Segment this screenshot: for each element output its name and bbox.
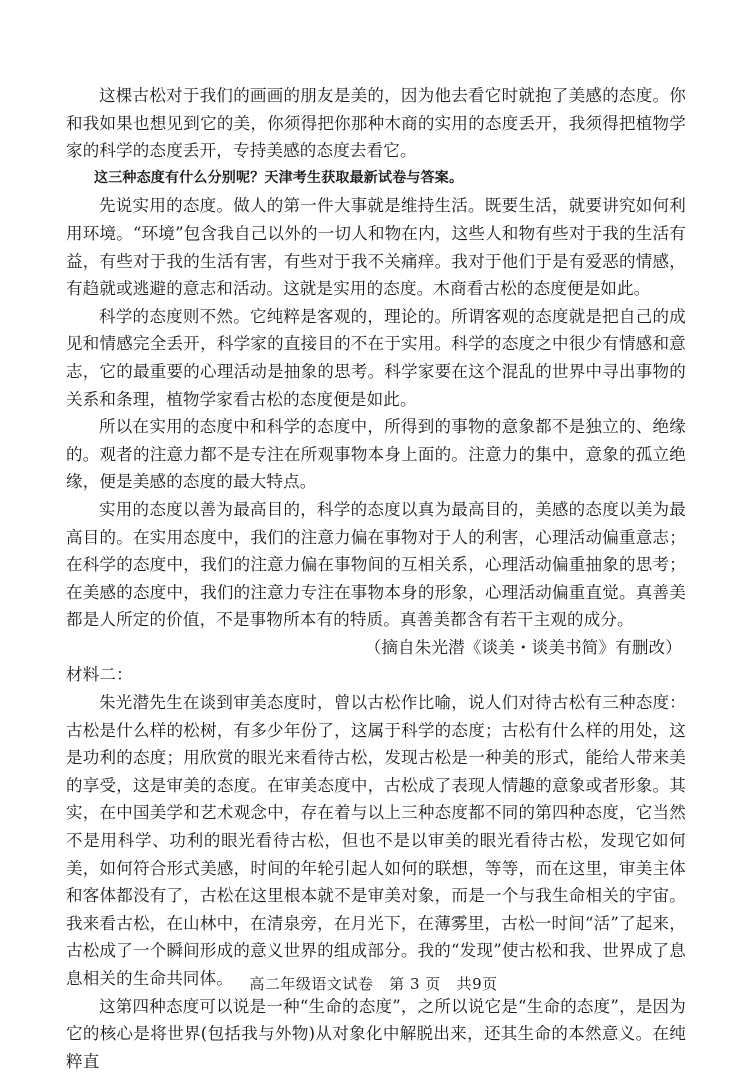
paragraph-5-aesthetic-feature: 所以在实用的态度中和科学的态度中，所得到的事物的意象都不是独立的、绝缘的。观者的注意力都不是专注在所观事物本身上面的。注意力的集中，意象的孤立绝缘，便是美感的态度的最大特点。: [66, 417, 686, 492]
paragraph-1: 这棵古松对于我们的画画的朋友是美的，因为他去看它时就抱了美感的态度。你和我如果也想见到它的美，你须得把你那种木商的实用的态度丢开，我须得把植物学家的科学的态度丢开，专持美感的态度去看它。: [66, 86, 686, 161]
paragraph-4-scientific-attitude: 科学的态度则不然。它纯粹是客观的，理论的。所谓客观的态度就是把自己的成见和情感完全丢开，科学家的直接目的不在于实用。科学的态度之中很少有情感和意志，它的最重要的心理活动是抽象的思考。科学家要在这个混乱的世界中寻出事物的关系和条理，植物学家看古松的态度便是如此。: [66, 306, 686, 409]
section-2-paragraph-2: 这第四种态度可以说是一种“生命的态度”，之所以说它是“生命的态度”，是因为它的核心是将世界(包括我与外物)从对象化中解脱出来，还其生命的本然意义。在纯粹直: [66, 996, 686, 1071]
section-2-heading: 材料二：: [66, 665, 133, 685]
paragraph-6-truth-good-beauty: 实用的态度以善为最高目的，科学的态度以真为最高目的，美感的态度以美为最高目的。在实用态度中，我们的注意力偏在事物对于人的利害，心理活动偏重意志；在科学的态度中，我们的注意力偏在事物间的互相关系，心理活动偏重抽象的思考；在美感的态度中，我们的注意力专注在事物本身的形象，心理活动偏重直觉。真善美都是人所定的价值，不是事物所本有的特质。真善美都含有若干主观的成分。: [66, 499, 686, 630]
section-2-paragraph-1: 朱光潜先生在谈到审美态度时，曾以古松作比喻，说人们对待古松有三种态度：古松是什么样的松树，有多少年份了，这属于科学的态度；古松有什么样的用处，这是功利的态度；用欣赏的眼光来看待古松，发现古松是一种美的形式，能给人带来美的享受，这是审美的态度。在审美态度中，古松成了表现人情趣的意象或者形象。其实，在中国美学和艺术观念中，存在着与以上三种态度都不同的第四种态度，它当然不是用科学、功利的眼光看待古松，但也不是以审美的眼光看待古松，发现它如何美，如何符合形式美感，时间的年轮引起人如何的联想，等等，而在这里，审美主体和客体都没有了，古松在这里根本就不是审美对象，而是一个与我生命相关的宇宙。我来看古松，在山林中，在清泉旁，在月光下，在薄雾里，古松一时间“活”了起来，古松成了一个瞬间形成的意义世界的组成部分。我的“发现”使古松和我、世界成了息息相关的生命共同体。: [66, 693, 686, 988]
paragraph-2-watermark-line: 这三种态度有什么分别呢？天津考生获取最新试卷与答案。: [94, 169, 464, 186]
source-citation: （摘自朱光潜《谈美・谈美书简》有删改）: [364, 637, 682, 657]
page-footer: 高二年级语文试卷 第 3 页 共9页: [249, 975, 498, 993]
page-content: [66, 82, 686, 1075]
paragraph-3-practical-attitude: 先说实用的态度。做人的第一件大事就是维持生活。既要生活，就要讲究如何利用环境。“环境”包含我自己以外的一切人和物在内，这些人和物有些对于我的生活有益，有些对于我的生活有害，有些对于我不关痛痒。我对于他们于是有爱恶的情感，有趋就或逃避的意志和活动。这就是实用的态度。木商看古松的态度便是如此。: [66, 196, 686, 299]
